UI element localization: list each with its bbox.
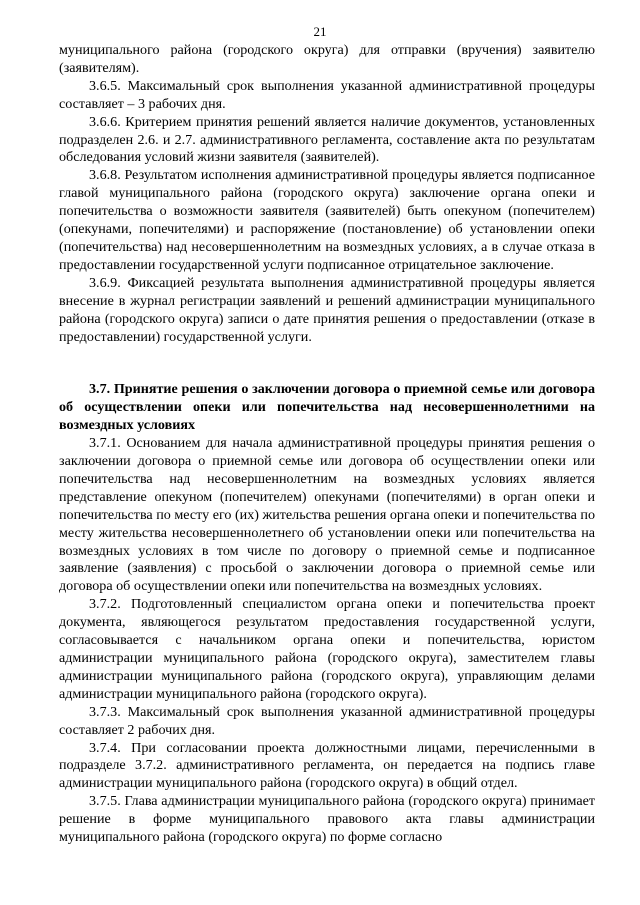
paragraph-3-6-6: 3.6.6. Критерием принятия решений является наличие документов, установленных подразделен 2.6. и 2.7. административного регламента, составление акта по результатам обследования условий жизни заявителя (заявителей). [59,113,595,166]
section-gap [59,346,595,381]
section-heading-3-7: 3.7. Принятие решения о заключении договора о приемной семье или договора об осуществлении опеки или попечительства над несовершеннолетними на возмездных условиях [59,381,595,434]
paragraph-3-7-1: 3.7.1. Основанием для начала административной процедуры принятия решения о заключении договора о приемной семье или договора об осуществлении опеки или попечительства над несовершеннолетним на возмездных условиях является представление опекуном (попечителем) опекунами (попечителями) в орган опеки и попечительства по месту его (их) жительства решения органа опеки и попечительства по месту жительства несовершеннолетнего об установлении опеки или попечительства на возмездных условиях в том числе по договору о приемной семье и подписанное заявление (заявления) с просьбой о заключении договора о приемной семье или договора об осуществлении опеки или попечительства на возмездных условиях. [59,435,595,595]
paragraph-3-6-9: 3.6.9. Фиксацией результата выполнения административной процедуры является внесение в журнал регистрации заявлений и решений администрации муниципального района (городского округа) записи о дате принятия решения о предоставлении (отказе в предоставлении) государственной услуги. [59,274,595,345]
page-number: 21 [313,24,327,39]
paragraph-3-7-2: 3.7.2. Подготовленный специалистом органа опеки и попечительства проект документа, являющегося результатом предоставления государственной услуги, согласовывается с начальником органа опеки и попечительства, юристом администрации муниципального района (городского округа), заместителем главы администрации муниципального района (городского округа), управляющим делами администрации муниципального района (городского округа). [59,596,595,702]
paragraph-3-6-5: 3.6.5. Максимальный срок выполнения указанной административной процедуры составляет – 3 рабочих дня. [59,77,595,112]
paragraph-3-7-4: 3.7.4. При согласовании проекта должностными лицами, перечисленными в подразделе 3.7.2. административного регламента, он передается на подпись главе администрации муниципального района (городского округа) в общий отдел. [59,739,595,792]
document-body [59,42,595,847]
paragraph-3-7-5: 3.7.5. Глава администрации муниципального района (городского округа) принимает решение в форме муниципального правового акта главы администрации муниципального района (городского округа) по форме согласно [59,793,595,846]
paragraph-3-6-8: 3.6.8. Результатом исполнения административной процедуры является подписанное главой муниципального района (городского округа) заключение органа опеки и попечительства о возможности заявителя (заявителей) быть опекуном (попечителем) (опекунами, попечителями) и распоряжение (постановление) об установлении опеки (попечительства) над несовершеннолетним на возмездных условиях, а в случае отказа в предоставлении государственной услуги подписанное отрицательное заключение. [59,167,595,273]
paragraph-continuation: муниципального района (городского округа) для отправки (вручения) заявителю (заявителям). [59,42,595,76]
paragraph-3-7-3: 3.7.3. Максимальный срок выполнения указанной административной процедуры составляет 2 рабочих дня. [59,703,595,738]
